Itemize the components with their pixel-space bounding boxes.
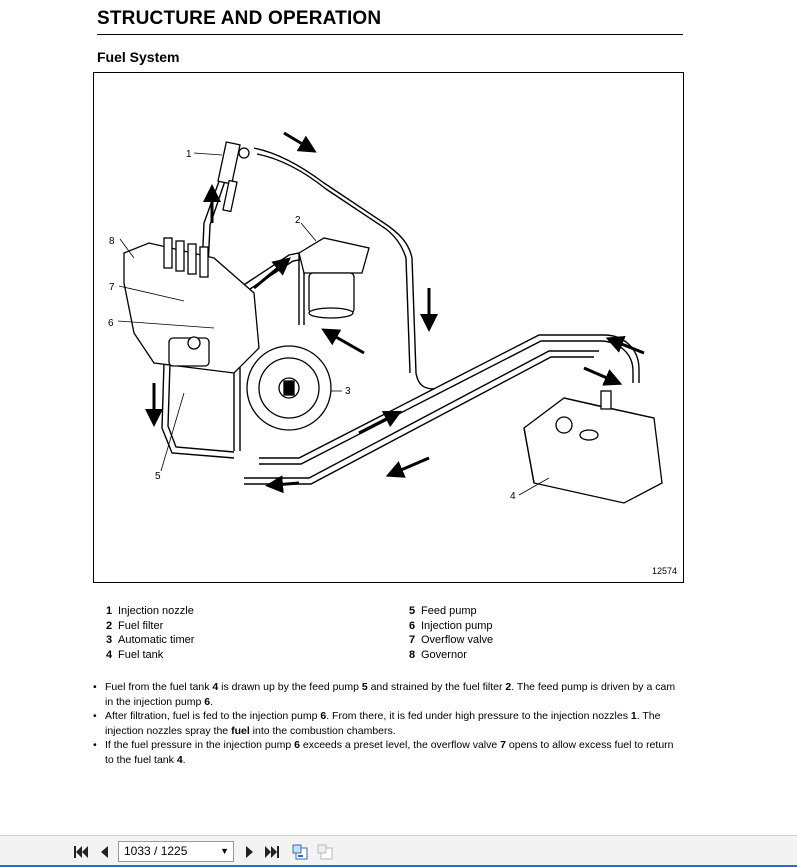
bold-ref: 6: [204, 695, 211, 708]
legend-item: [106, 633, 194, 648]
callout-5: 5: [155, 471, 161, 482]
legend-item: [409, 633, 493, 648]
bullet-paragraph: [93, 709, 685, 738]
automatic-timer-drawing: [247, 346, 331, 430]
bold-ref: 5: [361, 681, 368, 693]
text-run: into the combustion chambers.: [249, 724, 396, 737]
next-page-icon: [240, 843, 258, 861]
callout-6: 6: [108, 318, 114, 329]
next-view-icon: [316, 843, 334, 861]
callout-3: 3: [345, 386, 351, 397]
legend-label: Fuel tank: [118, 648, 164, 661]
text-run: Fuel from the fuel tank: [105, 681, 213, 693]
last-page-icon: [263, 843, 281, 861]
text-run: . The injection nozzles spray the: [105, 710, 661, 737]
legend-right: [409, 604, 493, 662]
last-page-button[interactable]: [263, 843, 281, 861]
viewer-toolbar: [0, 835, 797, 867]
text-run: and strained by the fuel filter: [367, 681, 506, 693]
bullet-paragraph: [93, 680, 685, 709]
previous-page-icon: [96, 843, 114, 861]
previous-view-icon: [291, 843, 309, 861]
first-page-icon: [72, 843, 90, 861]
legend-item: [106, 604, 194, 619]
legend-item: [409, 648, 493, 663]
go-back-view-button[interactable]: [291, 843, 309, 861]
bold-ref: 2: [505, 681, 512, 693]
injection-nozzle-drawing: [218, 142, 249, 212]
legend-number: 5: [409, 605, 416, 617]
injection-pump-drawing: [124, 238, 259, 373]
legend-item: [106, 648, 194, 663]
legend-label: Automatic timer: [118, 634, 195, 646]
legend-left: [106, 604, 194, 662]
legend-number: 1: [106, 605, 113, 617]
text-run: .: [182, 753, 186, 766]
chevron-down-icon: ▼: [220, 846, 229, 856]
legend-label: Feed pump: [421, 605, 477, 617]
text-run: . From there, it is fed under high pressure to the injection nozzles: [326, 710, 631, 722]
page-indicator: 1033 / 1225: [124, 844, 188, 858]
fuel-system-diagram: [94, 73, 684, 583]
text-run: is drawn up by the feed pump: [218, 681, 362, 693]
text-run: After filtration, fuel is fed to the injection pump: [105, 710, 321, 722]
callout-4: 4: [510, 491, 516, 502]
bullet-paragraph: [93, 738, 685, 767]
callout-1: 1: [186, 149, 192, 160]
legend-label: Governor: [421, 648, 467, 661]
legend-number: 3: [106, 634, 113, 646]
description-bullets: [93, 680, 685, 767]
text-run: . The feed pump is driven by a cam in the injection pump: [105, 681, 676, 708]
previous-page-button[interactable]: [96, 843, 114, 861]
page-title: STRUCTURE AND OPERATION: [97, 8, 683, 35]
section-title: Fuel System: [97, 49, 180, 65]
text-run: .: [210, 695, 213, 708]
page-number-select[interactable]: [118, 841, 234, 862]
bold-ref: 4: [176, 753, 183, 766]
legend-label: Fuel filter: [118, 619, 164, 632]
legend-item: [409, 604, 493, 619]
figure-number: 12574: [651, 566, 677, 576]
legend-number: 6: [409, 619, 416, 632]
bold-ref: 7: [500, 739, 506, 751]
legend-label: Injection pump: [421, 619, 493, 632]
legend-item: [409, 619, 493, 634]
text-run: opens to allow excess fuel to return to the fuel tank: [105, 739, 674, 766]
bold-ref: 6: [320, 710, 327, 722]
legend-label: Overflow valve: [421, 634, 494, 646]
bold-ref: 6: [294, 739, 300, 751]
fuel-tank-drawing: [524, 391, 662, 503]
bold-ref: 1: [630, 710, 637, 722]
text-run: exceeds a preset level, the overflow valve: [299, 739, 501, 751]
next-page-button[interactable]: [240, 843, 258, 861]
go-forward-view-button[interactable]: [316, 843, 334, 861]
callout-8: 8: [109, 236, 115, 247]
bold-ref: fuel: [231, 724, 250, 737]
text-run: If the fuel pressure in the injection pump: [105, 739, 295, 751]
legend-label: Injection nozzle: [118, 605, 194, 617]
fuel-filter-drawing: [299, 238, 369, 318]
legend-item: [106, 619, 194, 634]
legend-number: 8: [409, 648, 416, 661]
legend-number: 4: [106, 648, 113, 661]
bold-ref: 4: [212, 681, 219, 693]
legend-number: 2: [106, 619, 113, 632]
fuel-system-figure: [93, 72, 684, 583]
first-page-button[interactable]: [72, 843, 90, 861]
legend-number: 7: [409, 634, 416, 646]
callout-7: 7: [109, 282, 115, 293]
callout-2: 2: [295, 215, 301, 226]
